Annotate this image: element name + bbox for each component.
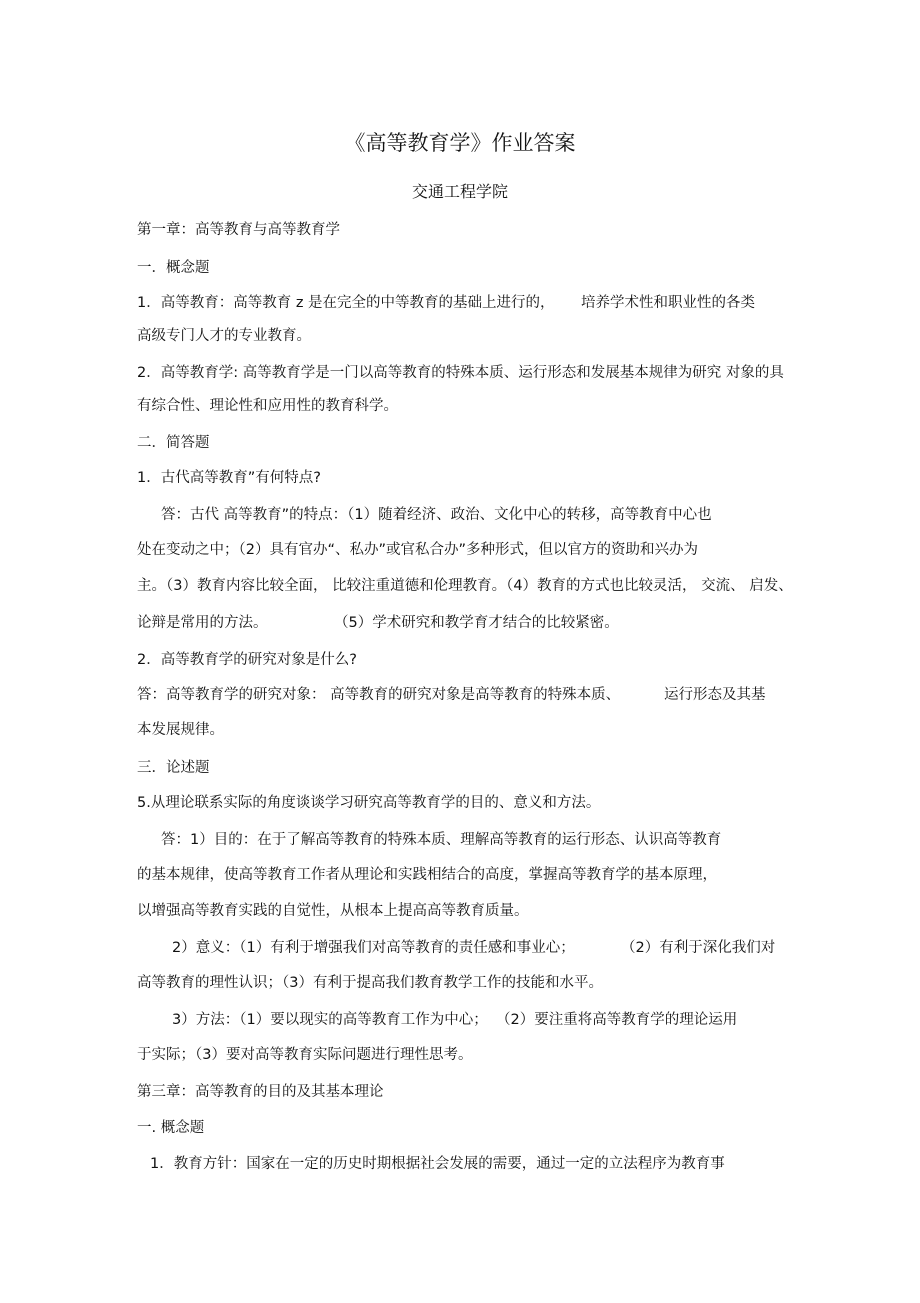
chapter-heading: 第三章：高等教育的目的及其基本理论 [137, 1084, 384, 1100]
paragraph-line: 2．高等教育学: 高等教育学是一门以高等教育的特殊本质、运行形态和发展基本规律为研究 对象的具 [137, 365, 784, 381]
paragraph-line: （2）有利于深化我们对 [621, 940, 776, 956]
paragraph-line: （2）要注重将高等教育学的理论运用 [496, 1012, 738, 1028]
section-heading: 三．论述题 [137, 760, 210, 776]
paragraph-line: 2）意义：（1）有利于增强我们对高等教育的责任感和事业心； [172, 940, 575, 956]
paragraph-line: 培养学术性和职业性的各类 [581, 295, 755, 311]
paragraph-line: 以增强高等教育实践的自觉性，从根本上提高高等教育质量。 [137, 903, 529, 919]
paragraph-line: 3）方法：（1）要以现实的高等教育工作为中心； [172, 1012, 488, 1028]
paragraph-line: 于实际；（3）要对高等教育实际问题进行理性思考。 [137, 1047, 473, 1063]
paragraph-line: （5）学术研究和教学育才结合的比较紧密。 [334, 615, 619, 631]
section-heading: 一. 概念题 [137, 1120, 205, 1136]
question-line: 5.从理论联系实际的角度谈谈学习研究高等教育学的目的、意义和方法。 [137, 795, 601, 811]
paragraph-line: 有综合性、理论性和应用性的教育科学。 [137, 398, 398, 414]
question-line: 1．古代高等教育”有何特点? [137, 470, 321, 486]
paragraph-line: 1．高等教育：高等教育 z 是在完全的中等教育的基础上进行的， [137, 295, 555, 311]
paragraph-line: 1．教育方针：国家在一定的历史时期根据社会发展的需要，通过一定的立法程序为教育事 [150, 1156, 725, 1172]
paragraph-line: 的基本规律，使高等教育工作者从理论和实践相结合的高度，掌握高等教育学的基本原理， [137, 867, 717, 883]
document-subtitle: 交通工程学院 [411, 182, 508, 201]
paragraph-line: 运行形态及其基 [664, 687, 766, 703]
paragraph-line: 本发展规律。 [137, 722, 224, 738]
question-line: 2．高等教育学的研究对象是什么? [137, 652, 357, 668]
paragraph-line: 答：高等教育学的研究对象： 高等教育的研究对象是高等教育的特殊本质、 [137, 687, 621, 703]
document-title: 《高等教育学》作业答案 [344, 131, 576, 155]
paragraph-line: 论辩是常用的方法。 [137, 615, 268, 631]
paragraph-line: 处在变动之中；（2）具有官办“、私办”或官私合办”多种形式，但以官方的资助和兴办为 [137, 542, 699, 558]
paragraph-line: 高级专门人才的专业教育。 [137, 328, 311, 344]
paragraph-line: 主。（3）教育内容比较全面， 比较注重道德和伦理教育。（4）教育的方式也比较灵活， 交流、 启发、 [137, 578, 793, 594]
paragraph-line: 高等教育的理性认识；（3）有利于提高我们教育教学工作的技能和水平。 [137, 975, 603, 991]
section-heading: 一．概念题 [137, 260, 210, 276]
paragraph-line: 答：古代 高等教育”的特点：（1）随着经济、政治、文化中心的转移，高等教育中心也 [161, 507, 712, 523]
paragraph-line: 答：1）目的：在于了解高等教育的特殊本质、理解高等教育的运行形态、认识高等教育 [161, 832, 722, 848]
section-heading: 二．简答题 [137, 435, 210, 451]
chapter-heading: 第一章：高等教育与高等教育学 [137, 222, 340, 238]
